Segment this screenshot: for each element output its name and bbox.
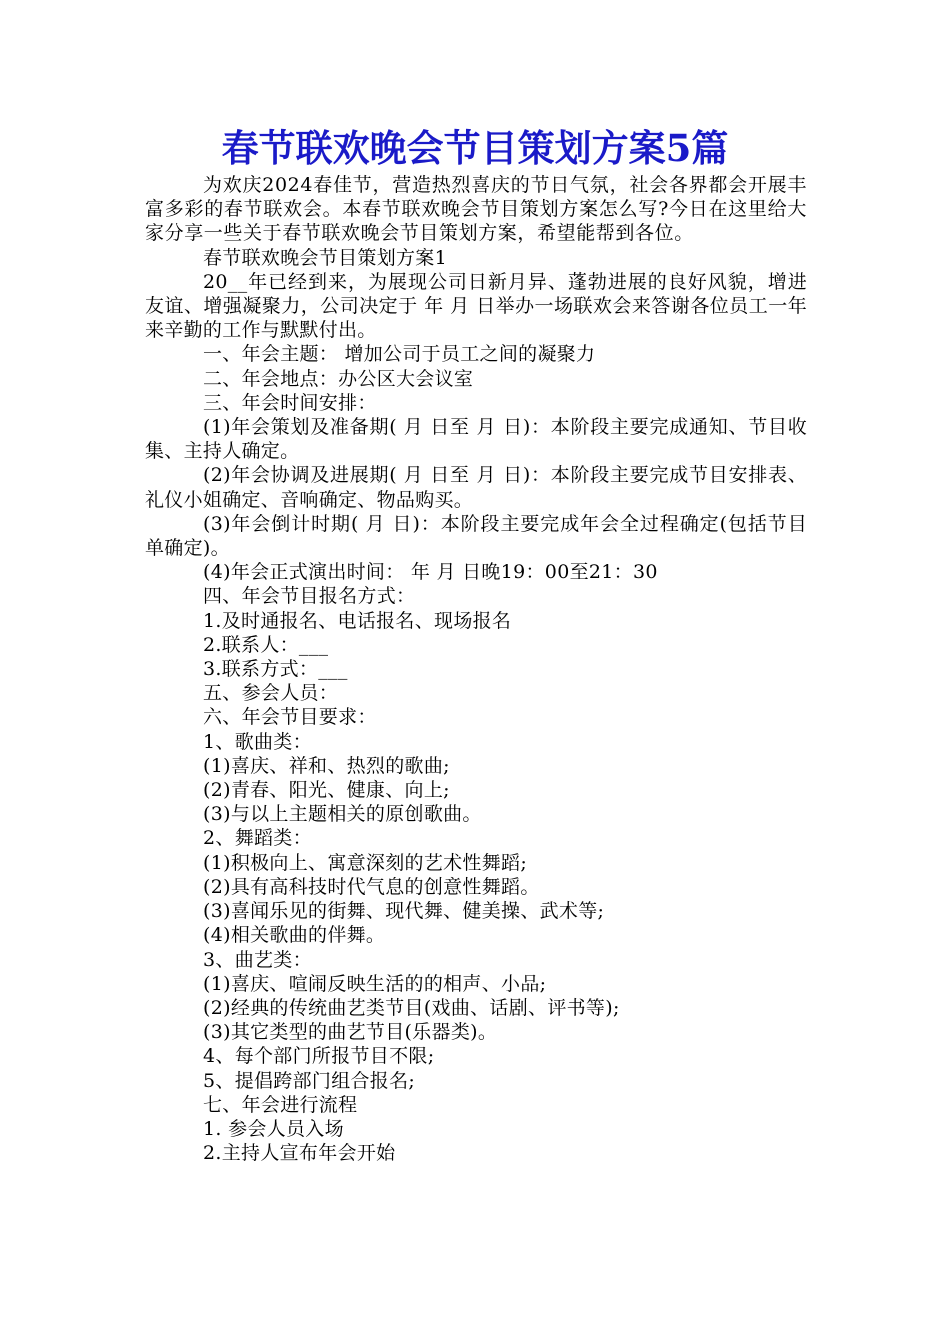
section-heading-plan-1: 春节联欢晚会节目策划方案1 <box>203 246 447 269</box>
list-item: (1)积极向上、寓意深刻的艺术性舞蹈; <box>203 851 528 874</box>
list-item: 一、年会主题： 增加公司于员工之间的凝聚力 <box>203 343 596 366</box>
list-item: 2.联系人：___ <box>203 633 329 656</box>
list-item: (2)具有高科技时代气息的创意性舞蹈。 <box>203 875 540 898</box>
list-item: (4)相关歌曲的伴舞。 <box>203 924 386 947</box>
list-item: (2)年会协调及进展期( 月 日至 月 日)：本阶段主要完成节目安排表、礼仪小姐确定、音响确定、物品购买。 <box>145 464 807 511</box>
paragraph-background: 20__年已经到来，为展现公司日新月异、蓬勃进展的良好风貌，增进友谊、增强凝聚力，公司决定于 年 月 日举办一场联欢会来答谢各位员工一年来辛勤的工作与默默付出。 <box>145 270 807 342</box>
list-item: (1)喜庆、祥和、热烈的歌曲; <box>203 754 450 777</box>
list-item: 2、舞蹈类： <box>203 827 312 850</box>
list-item: 六、年会节目要求： <box>203 706 377 729</box>
list-item: (4)年会正式演出时间： 年 月 日晚19：00至21：30 <box>203 561 658 584</box>
list-item: (1)喜庆、喧闹反映生活的的相声、小品; <box>203 972 547 995</box>
list-item: 4、每个部门所报节目不限; <box>203 1045 435 1068</box>
list-item: (3)与以上主题相关的原创歌曲。 <box>203 803 482 826</box>
list-item: (2)青春、阳光、健康、向上; <box>203 779 450 802</box>
list-item: 七、年会进行流程 <box>203 1093 358 1116</box>
list-item: (2)经典的传统曲艺类节目(戏曲、话剧、评书等); <box>203 996 620 1019</box>
paragraph-intro: 为欢庆2024春佳节，营造热烈喜庆的节日气氛，社会各界都会开展丰富多彩的春节联欢会。本春节联欢晚会节目策划方案怎么写?今日在这里给大家分享一些关于春节联欢晚会节目策划方案，希望能帮到各位。 <box>145 174 807 245</box>
document-body <box>145 173 807 1165</box>
list-item: 五、参会人员： <box>203 682 339 705</box>
list-item: (1)年会策划及准备期( 月 日至 月 日)：本阶段主要完成通知、节目收集、主持人确定。 <box>145 416 807 463</box>
list-item: 1. 参会人员入场 <box>203 1117 344 1140</box>
list-item: 1、歌曲类： <box>203 730 312 753</box>
document-title: 春节联欢晚会节目策划方案5篇 <box>221 126 729 170</box>
list-item: (3)其它类型的曲艺节目(乐器类)。 <box>203 1021 498 1044</box>
list-item: 2.主持人宣布年会开始 <box>203 1142 396 1165</box>
list-item: (3)年会倒计时期( 月 日)：本阶段主要完成年会全过程确定(包括节目单确定)。 <box>145 512 807 560</box>
list-item: 3.联系方式：___ <box>203 658 348 681</box>
list-item: 二、年会地点：办公区大会议室 <box>203 367 474 390</box>
list-item: 四、年会节目报名方式： <box>203 585 416 608</box>
list-item: 5、提倡跨部门组合报名; <box>203 1069 416 1092</box>
list-item: 1.及时通报名、电话报名、现场报名 <box>203 609 512 632</box>
list-item: (3)喜闻乐见的街舞、现代舞、健美操、武术等; <box>203 900 605 923</box>
list-item: 三、年会时间安排： <box>203 391 377 414</box>
list-item: 3、曲艺类： <box>203 948 312 971</box>
